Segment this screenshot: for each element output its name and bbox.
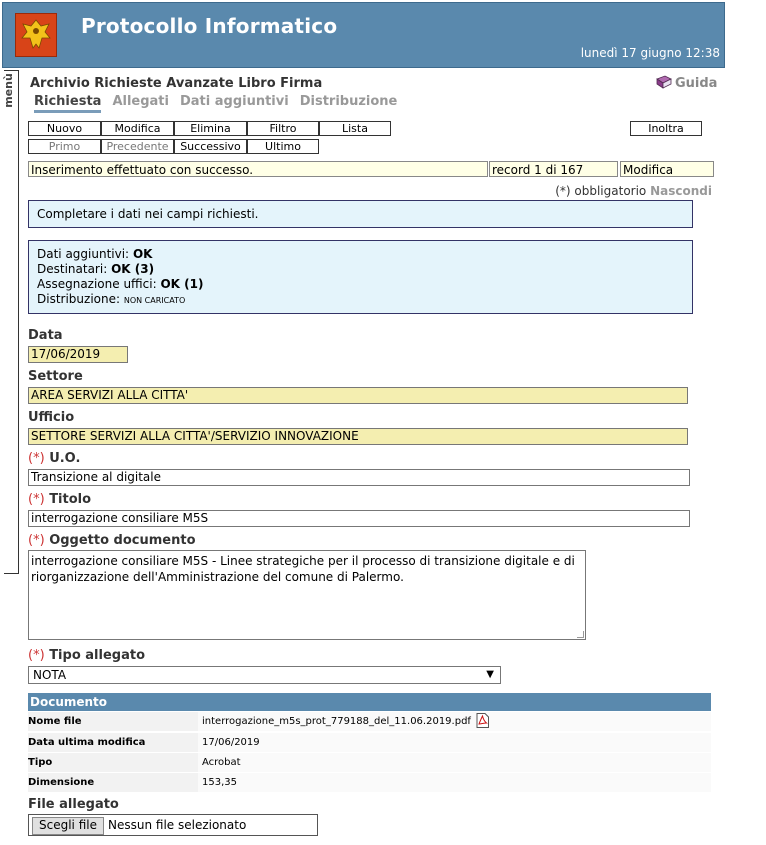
uo-label-row <box>28 451 80 466</box>
doc-data-label: Data ultima modifica <box>28 737 146 748</box>
edit-button[interactable]: Modifica <box>101 121 174 136</box>
doc-nome-link[interactable] <box>202 712 489 731</box>
oggetto-label-row <box>28 533 196 548</box>
summary-dati <box>37 247 684 262</box>
required-mark: (*) <box>28 451 45 466</box>
required-mark: (*) <box>28 648 45 663</box>
data-label: Data <box>28 328 63 343</box>
ufficio-field: SETTORE SERVIZI ALLA CITTA'/SERVIZIO INNOVAZIONE <box>28 428 688 445</box>
city-crest-logo <box>15 13 57 57</box>
summary-assegn-label: Assegnazione uffici: <box>37 277 157 291</box>
previous-button[interactable]: Precedente <box>101 139 174 154</box>
settore-field: AREA SERVIZI ALLA CITTA' <box>28 387 688 404</box>
titolo-label-row <box>28 492 91 507</box>
summary-assegnazione <box>37 277 684 292</box>
uo-label: U.O. <box>49 451 81 466</box>
doc-row-nome <box>28 712 711 731</box>
doc-data-value: 17/06/2019 <box>202 737 260 748</box>
help-link[interactable] <box>656 75 717 93</box>
file-allegato-label: File allegato <box>28 797 119 812</box>
tab-distribuzione[interactable]: Distribuzione <box>299 94 398 109</box>
tipo-label: Tipo allegato <box>49 648 145 663</box>
titolo-label: Titolo <box>49 492 92 507</box>
help-label: Guida <box>675 76 718 91</box>
tab-allegati[interactable]: Allegati <box>112 94 169 109</box>
required-mark: (*) <box>28 492 45 507</box>
summary-distr-label: Distribuzione: <box>37 292 121 306</box>
tipo-label-row <box>28 648 145 663</box>
side-menu-toggle[interactable] <box>1 70 19 574</box>
uo-input[interactable]: Transizione al digitale <box>28 469 690 486</box>
doc-row-data <box>28 733 711 752</box>
last-button[interactable]: Ultimo <box>247 139 319 154</box>
tab-dati-aggiuntivi[interactable]: Dati aggiuntivi <box>179 94 289 109</box>
file-upload-input[interactable] <box>28 814 318 836</box>
oggetto-textarea[interactable] <box>28 550 586 640</box>
filter-button[interactable]: Filtro <box>247 121 319 136</box>
doc-nome-label: Nome file <box>28 716 82 727</box>
doc-nome-value: interrogazione_m5s_prot_779188_del_11.06.2019.pdf <box>202 716 471 727</box>
oggetto-text: interrogazione consiliare M5S - Linee strategiche per il processo di transizione digitale e di riorganizzazione dell'Amministrazione del comune di Palermo. <box>31 554 575 584</box>
summary-assegn-value: OK (1) <box>160 277 204 291</box>
first-button[interactable]: Primo <box>28 139 101 154</box>
doc-row-dimensione <box>28 773 711 792</box>
documento-header: Documento <box>28 693 711 711</box>
app-header <box>2 2 725 68</box>
summary-distribuzione <box>37 292 684 308</box>
required-mark: (*) <box>28 533 45 548</box>
doc-dim-label: Dimensione <box>28 777 95 788</box>
summary-box <box>28 240 693 314</box>
resize-grip-icon[interactable] <box>577 631 584 638</box>
ufficio-label: Ufficio <box>28 410 75 425</box>
required-legend-text: (*) obbligatorio <box>555 184 647 198</box>
mode-indicator: Modifica <box>620 161 714 177</box>
delete-button[interactable]: Elimina <box>174 121 247 136</box>
page-title: Archivio Richieste Avanzate Libro Firma <box>30 76 323 91</box>
choose-file-button[interactable]: Scegli file <box>32 817 104 835</box>
tab-bar <box>34 94 408 113</box>
summary-destinatari <box>37 262 684 277</box>
doc-row-tipo <box>28 753 711 772</box>
hide-toggle-link[interactable]: Nascondi <box>650 184 712 198</box>
summary-dati-value: OK <box>132 247 153 261</box>
oggetto-label: Oggetto documento <box>49 533 196 548</box>
side-menu-label: menù <box>1 73 15 108</box>
notice-text: Completare i dati nei campi richiesti. <box>37 207 259 221</box>
next-button[interactable]: Successivo <box>174 139 247 154</box>
file-status-text: Nessun file selezionato <box>108 818 247 832</box>
doc-tipo-label: Tipo <box>28 757 53 768</box>
forward-button[interactable]: Inoltra <box>630 121 702 136</box>
status-message: Inserimento effettuato con successo. <box>28 161 488 177</box>
summary-dest-label: Destinatari: <box>37 262 108 276</box>
notice-box <box>28 200 693 228</box>
doc-dim-value: 153,35 <box>202 777 237 788</box>
dropdown-arrow-icon: ▼ <box>486 669 494 680</box>
doc-tipo-value: Acrobat <box>202 757 241 768</box>
titolo-input[interactable]: interrogazione consiliare M5S <box>28 510 690 527</box>
current-datetime: lunedì 17 giugno 12:38 <box>580 46 720 60</box>
summary-dati-label: Dati aggiuntivi: <box>37 247 130 261</box>
app-title: Protocollo Informatico <box>81 14 338 38</box>
summary-distr-value: NON CARICATO <box>123 296 186 305</box>
required-legend <box>555 184 712 198</box>
pdf-file-icon[interactable] <box>476 713 489 728</box>
record-counter: record 1 di 167 <box>489 161 618 177</box>
list-button[interactable]: Lista <box>319 121 391 136</box>
tipo-selected-value: NOTA <box>33 668 67 682</box>
tab-richiesta[interactable]: Richiesta <box>34 94 101 113</box>
settore-label: Settore <box>28 369 83 384</box>
new-button[interactable]: Nuovo <box>28 121 101 136</box>
summary-dest-value: OK (3) <box>111 262 155 276</box>
book-icon <box>656 75 672 93</box>
tipo-allegato-select[interactable] <box>28 666 501 684</box>
data-field: 17/06/2019 <box>28 346 128 363</box>
